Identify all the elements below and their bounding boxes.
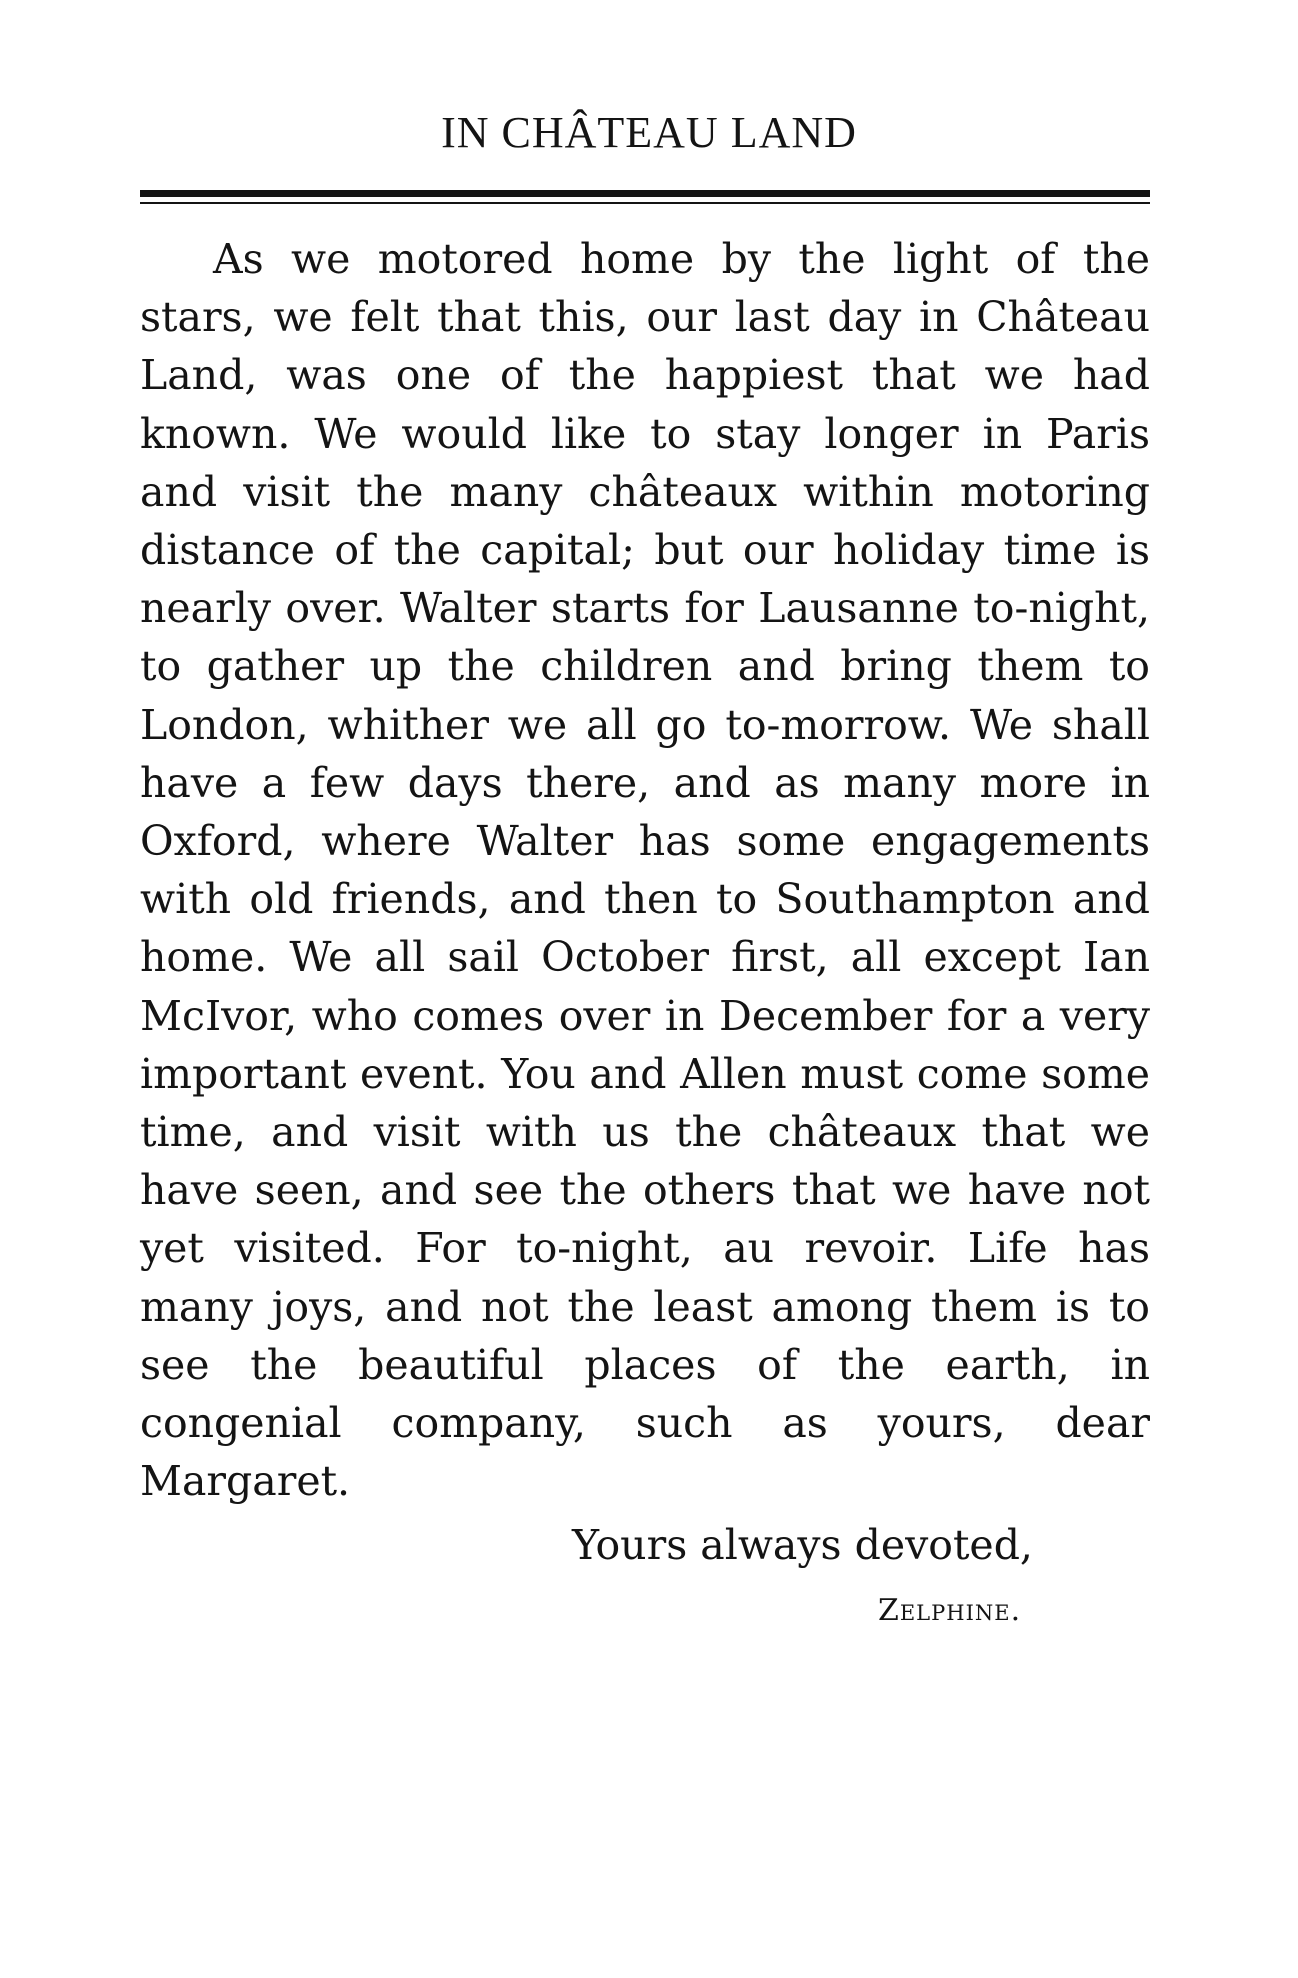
- letter-signature: Zelphine.: [878, 1593, 1022, 1628]
- letter-body: As we motored home by the light of the stars, we felt that this, our last day in Château Land, was one of the happiest that we had known. We would like to stay longer in Paris and visit the many châteaux within motoring distance of the capital; but our holiday time is nearly over. Walter starts for Lausanne to-night, to gather up the children and bring them to London, whither we all go to-morrow. We shall have a few days there, and as many more in Oxford, where Walter has some engagements with old friends, and then to Southampton and home. We all sail October first, all except Ian McIvor, who comes over in December for a very important event. You and Allen must come some time, and visit with us the châteaux that we have seen, and see the others that we have not yet visited. For to-night, au revoir. Life has many joys, and not the least among them is to see the beautiful places of the earth, in congenial company, such as yours, dear Margaret.: [140, 235, 1150, 1506]
- header-rule-thick: [140, 190, 1150, 197]
- letter-closing: Yours always devoted,: [572, 1521, 1033, 1569]
- running-head: IN CHÂTEAU LAND: [441, 108, 857, 157]
- header-rule-thin: [140, 202, 1150, 204]
